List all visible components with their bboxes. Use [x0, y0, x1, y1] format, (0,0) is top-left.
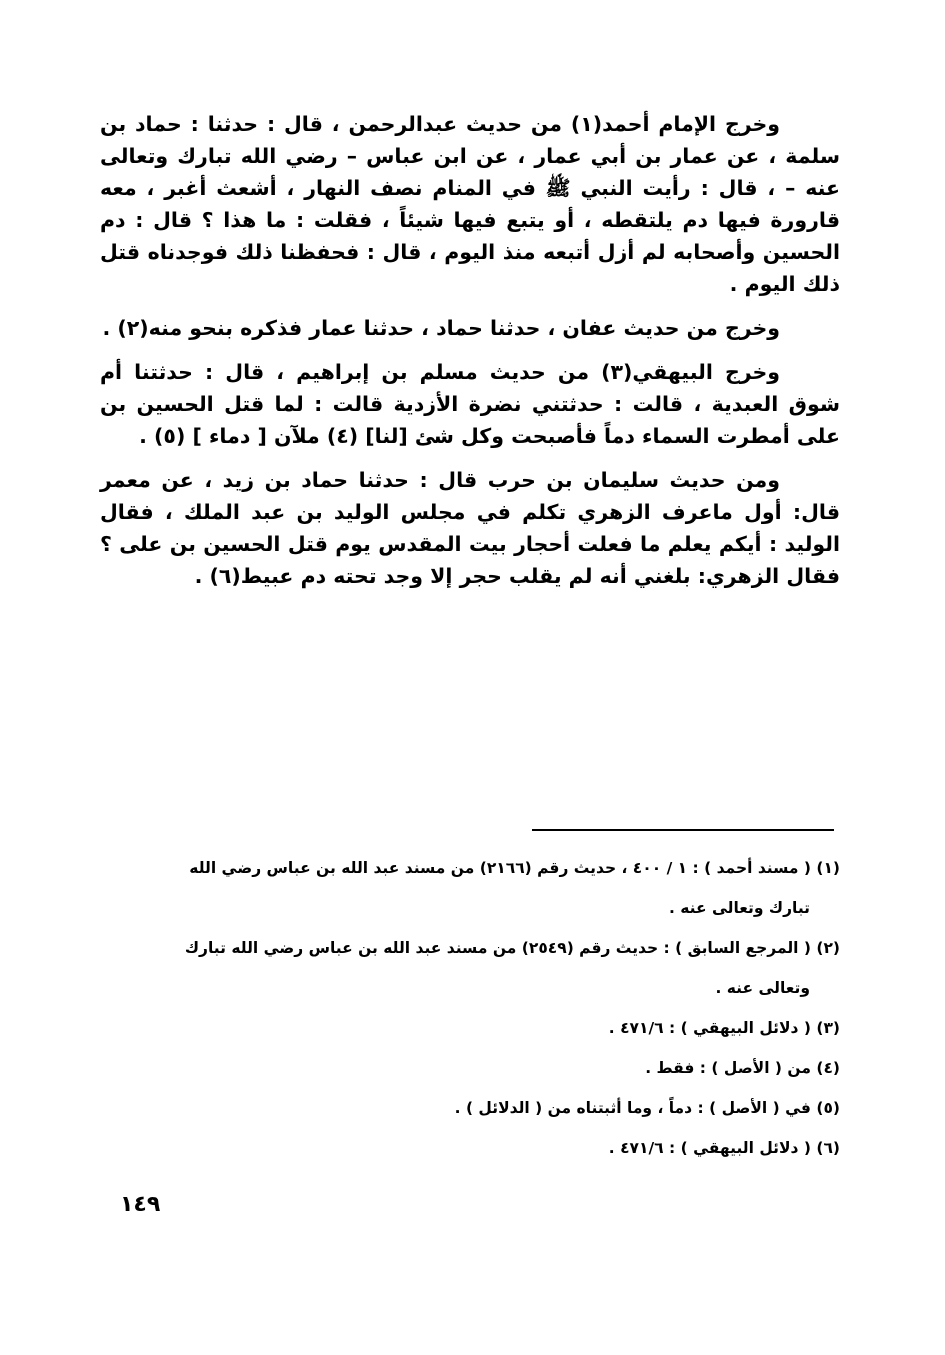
footnote-5: (٥) في ( الأصل ) : دماً ، وما أثبتناه من ( الدلائل ) . — [454, 1099, 840, 1117]
main-text — [100, 108, 840, 604]
footnote-3: (٣) ( دلائل البيهقي ) : ٤٧١/٦ . — [608, 1019, 840, 1037]
footnotes — [92, 848, 840, 1168]
footnote-4: (٤) من ( الأصل ) : فقط . — [645, 1059, 840, 1077]
paragraph-4: ومن حديث سليمان بن حرب قال : حدثنا حماد بن زيد ، عن معمر قال: أول ماعرف الزهري تكلم في مجلس الوليد بن عبد الملك ، فقال الوليد : أيكم يعلم ما فعلت أحجار بيت المقدس يوم قتل الحسين بن على ؟ فقال الزهري: بلغني أنه لم يقلب حجر إلا وجد تحته دم عبيط(٦) . — [100, 468, 840, 588]
footnote-2: (٢) ( المرجع السابق ) : حديث رقم (٢٥٤٩) من مسند عبد الله بن عباس رضي الله تبارك — [184, 939, 840, 957]
footnote-2-continued: وتعالى عنه . — [715, 979, 810, 997]
footnote-6: (٦) ( دلائل البيهقي ) : ٤٧١/٦ . — [608, 1139, 840, 1157]
footnote-1-continued: تبارك وتعالى عنه . — [668, 899, 810, 917]
footnote-divider — [532, 829, 834, 831]
page-number: ١٤٩ — [120, 1192, 161, 1217]
paragraph-2: وخرج من حديث عفان ، حدثنا حماد ، حدثنا عمار فذكره بنحو منه(٢) . — [102, 316, 780, 340]
footnote-1: (١) ( مسند أحمد ) : ١ / ٤٠٠ ، حديث رقم (٢١٦٦) من مسند عبد الله بن عباس رضي الله — [189, 859, 840, 877]
paragraph-3: وخرج البيهقي(٣) من حديث مسلم بن إبراهيم ، قال : حدثتنا أم شوق العبدية ، قالت : حدثتني نضرة الأزدية قالت : لما قتل الحسين بن على أمطرت السماء دماً فأصبحت وكل شئ [لنا] (٤) ملآن [ دماء ] (٥) . — [100, 360, 840, 448]
paragraph-1: وخرج الإمام أحمد(١) من حديث عبدالرحمن ، قال : حدثنا : حماد بن سلمة ، عن عمار بن أبي عمار ، عن ابن عباس – رضي الله تبارك وتعالى عنه – ، قال : رأيت النبي ﷺ في المنام نصف النهار ، أشعث أغبر ، معه قارورة فيها دم يلتقطه ، أو يتبع فيها شيئاً ، فقلت : ما هذا ؟ قال : دم الحسين وأصحابه لم أزل أتبعه منذ اليوم ، قال : فحفظنا ذلك فوجدناه قتل ذلك اليوم . — [100, 112, 840, 296]
